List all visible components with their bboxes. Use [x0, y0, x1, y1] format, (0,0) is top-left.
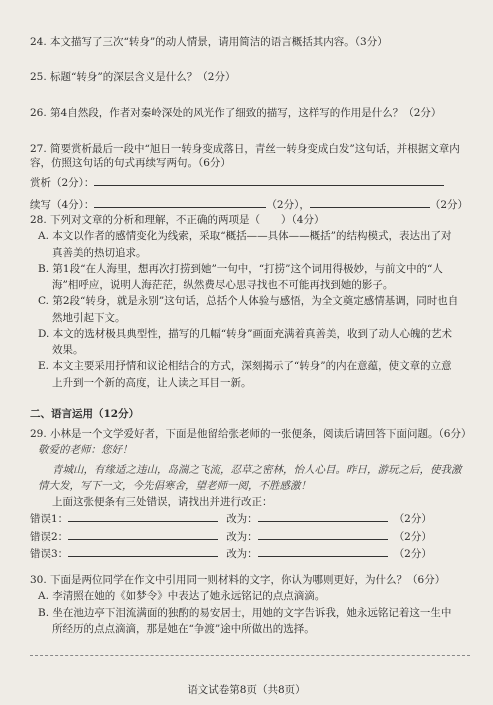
question-30: [30, 572, 470, 637]
note-body-line-1: 青城山，有缘适之违山，岛湍之飞流，忍草之密林，怡人心目。昨日，游玩之后，使我激: [52, 463, 462, 476]
note-greeting: 敬爱的老师：您好！: [38, 444, 133, 457]
option-d-line-1: D. 本文的选材极具典型性，描写的几幅“转身”画面充满着真善美，收到了动人心魄的艺术: [38, 327, 452, 340]
passage-b-line-2: 所经历的点点滴滴，那是她在“争渡”途中所做出的选择。: [52, 622, 315, 635]
option-d-line-2: 效果。: [52, 344, 84, 357]
option-c-line-1: C. 第2段“转身，就是永别”这句话，总括个人体验与感悟，为全文奠定感情基调，同时也自: [38, 295, 459, 308]
error-2-label: 错误2：: [30, 530, 69, 543]
error-2-fix-label: 改为：: [226, 530, 258, 543]
page-footer: 语文试卷第8页（共8页）: [187, 684, 306, 696]
option-a-line-2: 真善美的热切追求。: [52, 246, 147, 259]
error-3-fix-line[interactable]: [258, 545, 388, 557]
error-2-points: （2分）: [393, 530, 432, 543]
passage-b-line-1: B. 坐在池边亭下泪流满面的独酌的易安居士，用她的文字告诉我，她永远铭记着这一生中: [38, 606, 452, 619]
answer-line[interactable]: [30, 655, 470, 656]
error-1-answer-line[interactable]: [68, 510, 218, 522]
question-30-stem: 30. 下面是两位同学在作文中引用同一则材料的文字，你认为哪则更好，为什么？（6分）: [30, 574, 446, 586]
error-row-3: [30, 545, 470, 562]
option-e-line-2: 上升到一个新的高度，让人读之耳目一新。: [52, 376, 252, 389]
error-3-label: 错误3：: [30, 547, 69, 560]
question-27: [30, 142, 470, 212]
question-26: 26. 第4自然段，作者对秦岭深处的风光作了细致的描写，这样写的作用是什么？（2分）: [30, 107, 442, 119]
error-3-points: （2分）: [393, 547, 432, 560]
section-language-use: 二、语言运用（12分）: [30, 408, 140, 420]
question-25: 25. 标题“转身”的深层含义是什么？（2分）: [30, 71, 236, 83]
error-1-fix-label: 改为：: [226, 513, 258, 526]
error-1-fix-line[interactable]: [258, 510, 388, 522]
question-27-stem-1: 27. 简要赏析最后一段中“旭日一转身变成落日，青丝一转身变成白发”这句话，并根据文章内: [30, 143, 460, 155]
error-2-fix-line[interactable]: [258, 528, 388, 540]
question-28: [30, 212, 470, 391]
passage-a: A. 李清照在她的《如梦令》中表达了她永远铭记的点点滴滴。: [38, 590, 326, 603]
note-body-line-2: 情大发，写下一文，今先倡寒舍，望老师一阅，不胜感激！: [38, 479, 311, 492]
option-a-line-1: A. 本文以作者的感情变化为线索，采取“概括——具体——概括”的结构模式，表达出了对: [38, 230, 452, 243]
option-c-line-2: 然地引起下文。: [52, 311, 126, 324]
question-29-stem: 29. 小林是一个文学爱好者，下面是他留给张老师的一张便条，阅读后请回答下面问题。（6分）: [30, 428, 472, 440]
question-29: [30, 426, 470, 562]
error-1-points: （2分）: [393, 513, 432, 526]
error-2-answer-line[interactable]: [68, 528, 218, 540]
error-row-2: [30, 528, 470, 545]
error-3-fix-label: 改为：: [226, 547, 258, 560]
error-row-1: [30, 510, 470, 527]
error-3-answer-line[interactable]: [68, 545, 218, 557]
question-28-stem: 28. 下列对文章的分析和理解，不正确的两项是（ ）（4分）: [30, 214, 325, 226]
option-b-line-1: B. 第1段“在人海里，想再次打捞到她”一句中，“打捞”这个词用得极妙，与前文中的“人: [38, 262, 443, 275]
appreciation-answer-line[interactable]: [94, 174, 444, 186]
question-24: 24. 本文描写了三次“转身”的动人情景，请用简洁的语言概括其内容。（3分）: [30, 36, 388, 48]
question-29-instruction: 上面这张便条有三处错误，请找出并进行改正：: [52, 496, 273, 509]
option-b-line-2: 海”相呼应，说明人海茫茫，纵然费尽心思寻找也不可能再找到她的影子。: [52, 279, 394, 292]
continuation-answer-line-1[interactable]: [94, 196, 266, 208]
error-1-label: 错误1：: [30, 513, 69, 526]
continuation-points-2: （2分）: [429, 198, 469, 211]
continuation-label: 续写（4分）：: [30, 198, 95, 211]
continuation-points-1: （2分），: [266, 198, 310, 211]
appreciation-label: 赏析（2分）：: [30, 177, 95, 190]
option-e-line-1: E. 本文主要采用抒情和议论相结合的方式，深刻揭示了“转身”的内在意蕴，使文章的立意: [38, 360, 452, 373]
question-27-stem-2: 容，仿照这句话的句式再续写两句。（6分）: [30, 157, 231, 170]
continuation-answer-line-2[interactable]: [310, 196, 430, 208]
